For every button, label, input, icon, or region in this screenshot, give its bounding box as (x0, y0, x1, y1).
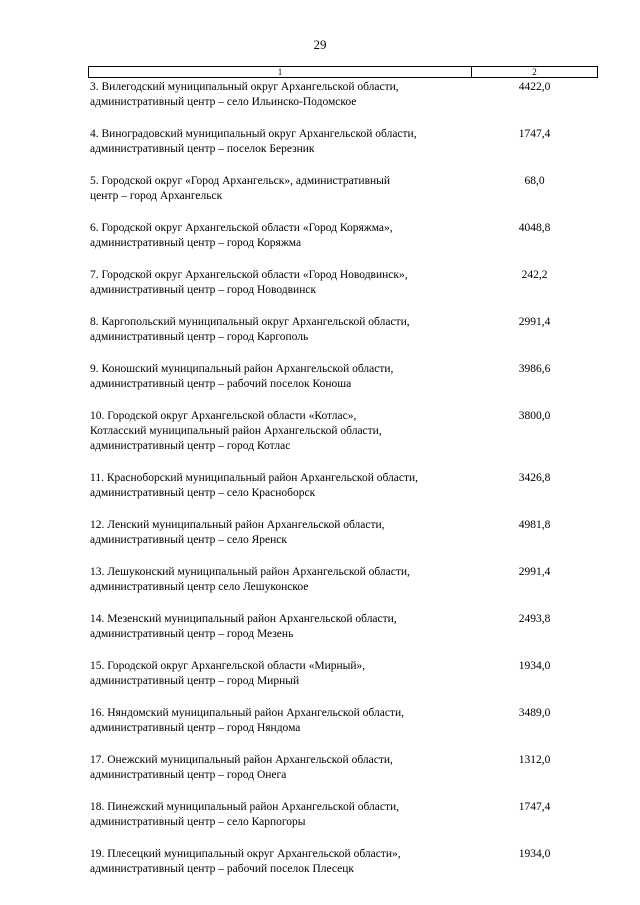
table-row (88, 362, 598, 392)
row-value: 1934,0 (518, 848, 551, 860)
table-header-row (88, 66, 598, 78)
column-header-2: 2 (532, 67, 537, 77)
row-name: 6. Городской округ Архангельской области «Город Коряжма», административный центр – город Коряжма (90, 222, 393, 249)
table-row (88, 706, 598, 736)
table-row (88, 612, 598, 642)
row-value: 3986,6 (518, 363, 551, 375)
row-value: 242,2 (521, 269, 548, 281)
row-value: 3800,0 (518, 410, 551, 422)
table-row (88, 659, 598, 689)
row-name: 8. Каргопольский муниципальный округ Архангельской области, административный центр – город Каргополь (90, 316, 410, 343)
row-name: 19. Плесецкий муниципальный округ Архангельской области», административный центр – рабочий поселок Плесецк (90, 848, 401, 875)
row-value: 2991,4 (518, 316, 551, 328)
table-row (88, 221, 598, 251)
row-value: 1934,0 (518, 660, 551, 672)
row-name: 3. Вилегодский муниципальный округ Архангельской области, административный центр – село Ильинско-Подомское (90, 81, 399, 108)
page-number: 29 (313, 37, 327, 52)
row-name: 11. Красноборский муниципальный район Архангельской области, административный центр – село Красноборск (90, 472, 419, 499)
row-value: 3426,8 (518, 472, 551, 484)
row-value: 2493,8 (518, 613, 551, 625)
table-row (88, 565, 598, 595)
table-row (88, 800, 598, 830)
row-value: 68,0 (524, 175, 545, 187)
row-name: 14. Мезенский муниципальный район Архангельской области, административный центр – город Мезень (90, 613, 397, 640)
row-name: 15. Городской округ Архангельской области «Мирный», административный центр – город Мирный (90, 660, 366, 687)
table-row (88, 315, 598, 345)
row-name: 10. Городской округ Архангельской области «Котлас», Котласский муниципальный район Архангельской области, административный центр – город Котлас (90, 410, 382, 452)
row-value: 4422,0 (518, 81, 551, 93)
row-name: 9. Коношский муниципальный район Архангельской области, административный центр – рабочий поселок Коноша (90, 363, 394, 390)
table-body (88, 78, 598, 877)
table-row (88, 127, 598, 157)
row-name: 4. Виноградовский муниципальный округ Архангельской области, административный центр – поселок Березник (90, 128, 417, 155)
table-row (88, 753, 598, 783)
table-row (88, 847, 598, 877)
row-value: 3489,0 (518, 707, 551, 719)
row-value: 4981,8 (518, 519, 551, 531)
row-value: 4048,8 (518, 222, 551, 234)
row-name: 5. Городской округ «Город Архангельск», административный центр – город Архангельск (90, 175, 391, 202)
row-value: 1747,4 (518, 801, 551, 813)
table-row (88, 80, 598, 110)
column-header-1: 1 (89, 67, 472, 77)
row-value: 2991,4 (518, 566, 551, 578)
row-name: 7. Городской округ Архангельской области «Город Новодвинск», административный центр – город Новодвинск (90, 269, 408, 296)
table-row (88, 268, 598, 298)
table-row (88, 174, 598, 204)
row-value: 1747,4 (518, 128, 551, 140)
row-name: 13. Лешуконский муниципальный район Архангельской области, административный центр село Лешуконское (90, 566, 410, 593)
row-value: 1312,0 (518, 754, 551, 766)
table-row (88, 518, 598, 548)
row-name: 17. Онежский муниципальный район Архангельской области, административный центр – город Онега (90, 754, 393, 781)
allocation-table (88, 66, 598, 877)
row-name: 18. Пинежский муниципальный район Архангельской области, административный центр – село Карпогоры (90, 801, 400, 828)
table-row (88, 409, 598, 454)
row-name: 12. Ленский муниципальный район Архангельской области, административный центр – село Яренск (90, 519, 385, 546)
row-name: 16. Няндомский муниципальный район Архангельской области, административный центр – город Няндома (90, 707, 404, 734)
table-row (88, 471, 598, 501)
